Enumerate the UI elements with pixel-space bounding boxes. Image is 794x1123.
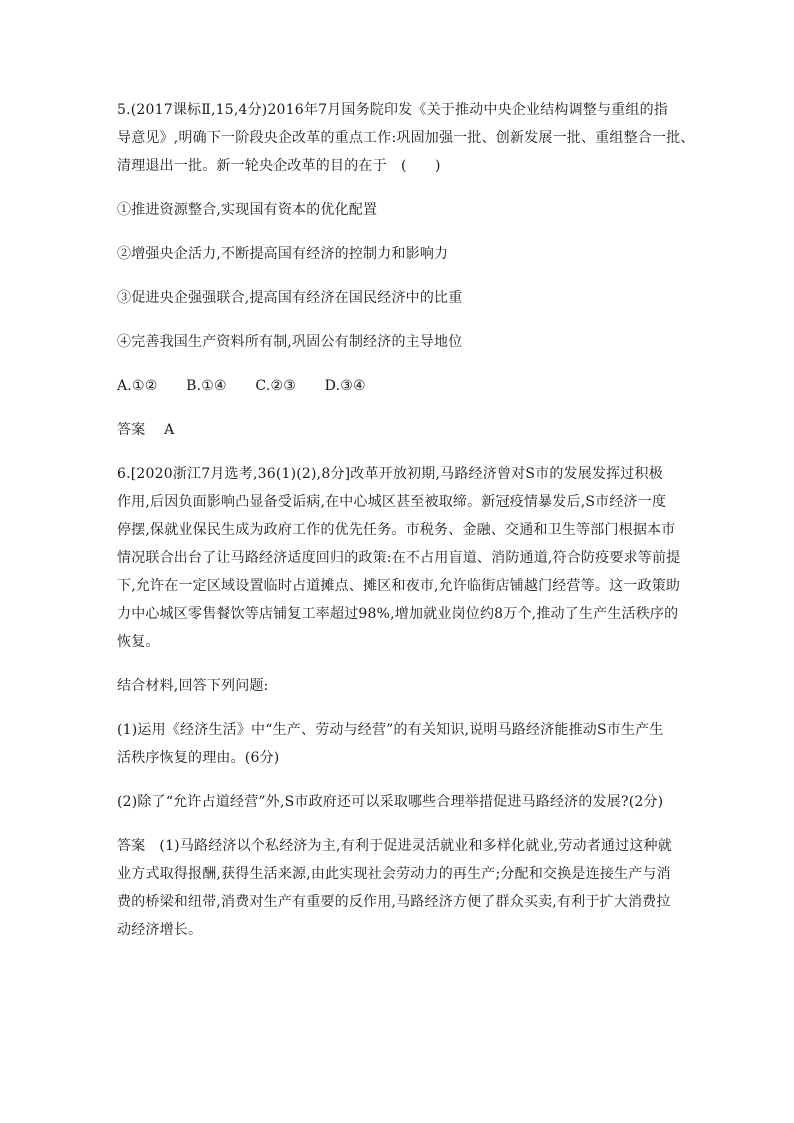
q6-answer-line: 动经济增长。 — [117, 922, 203, 938]
answer-label: 答案 — [117, 838, 146, 854]
answer-value: A — [164, 422, 175, 438]
question-5 — [117, 96, 695, 444]
option-c: C.②③ — [255, 378, 296, 394]
document-page — [117, 96, 695, 944]
q6-prompt: 结合材料,回答下列问题: — [117, 678, 269, 694]
q6-stem-line: 停摆,保就业保民生成为政府工作的优先任务。市税务、金融、交通和卫生等部门根据本市 — [117, 522, 676, 538]
answer-label: 答案 — [117, 422, 146, 438]
q5-item-1: ①推进资源整合,实现国有资本的优化配置 — [117, 202, 378, 218]
q6-answer-line: 业方式取得报酬,获得生活来源,由此实现社会劳动力的再生产;分配和交换是连接生产与消 — [117, 866, 671, 882]
q5-item-2: ②增强央企活力,不断提高国有经济的控制力和影响力 — [117, 246, 449, 262]
q5-answer — [117, 416, 679, 444]
q5-item-3: ③促进央企强强联合,提高国有经济在国民经济中的比重 — [117, 290, 463, 306]
answer-text: (1)马路经济以个私经济为主,有利于促进灵活就业和多样化就业,劳动者通过这种就 — [159, 838, 672, 854]
option-a: A.①② — [117, 378, 158, 394]
q6-sub1-line: (1)运用《经济生活》中“生产、劳动与经营”的有关知识,说明马路经济能推动S市生产生 — [117, 722, 664, 738]
q5-stem-line: 清理退出一批。新一轮央企改革的目的在于 ( ) — [117, 158, 441, 174]
q5-stem-line: 5.(2017课标Ⅱ,15,4分)2016年7月国务院印发《关于推动中央企业结构调整与重组的指 — [117, 102, 668, 118]
q5-options — [117, 372, 679, 400]
q6-sub1-line: 活秩序恢复的理由。(6分) — [117, 750, 280, 766]
q5-item-4: ④完善我国生产资料所有制,巩固公有制经济的主导地位 — [117, 334, 463, 350]
q6-answer-line: 费的桥梁和纽带,消费对生产有重要的反作用,马路经济方便了群众买卖,有利于扩大消费拉 — [117, 894, 671, 910]
question-6 — [117, 460, 679, 944]
option-b: B.①④ — [186, 378, 227, 394]
q6-answer-line-1 — [117, 832, 679, 860]
q5-stem-line: 导意见》,明确下一阶段央企改革的重点工作:巩固加强一批、创新发展一批、重组整合一批、 — [117, 130, 695, 146]
q6-stem-line: 力中心城区零售餐饮等店铺复工率超过98%,增加就业岗位约8万个,推动了生产生活秩序的 — [117, 606, 679, 622]
option-d: D.③④ — [324, 378, 366, 394]
q6-stem-line: 恢复。 — [117, 634, 160, 650]
q6-stem-line: 作用,后因负面影响凸显备受诟病,在中心城区甚至被取缔。新冠疫情暴发后,S市经济一度 — [117, 494, 667, 510]
q6-stem-line: 6.[2020浙江7月选考,36(1)(2),8分]改革开放初期,马路经济曾对S市的发展发挥过积极 — [117, 466, 663, 482]
q6-stem-line: 下,允许在一定区域设置临时占道摊点、摊区和夜市,允许临街店铺越门经营等。这一政策助 — [117, 578, 681, 594]
q6-sub2: (2)除了“允许占道经营”外,S市政府还可以采取哪些合理举措促进马路经济的发展?(2分) — [117, 794, 664, 810]
q6-stem-line: 情况联合出台了让马路经济适度回归的政策:在不占用盲道、消防通道,符合防疫要求等前提 — [117, 550, 681, 566]
